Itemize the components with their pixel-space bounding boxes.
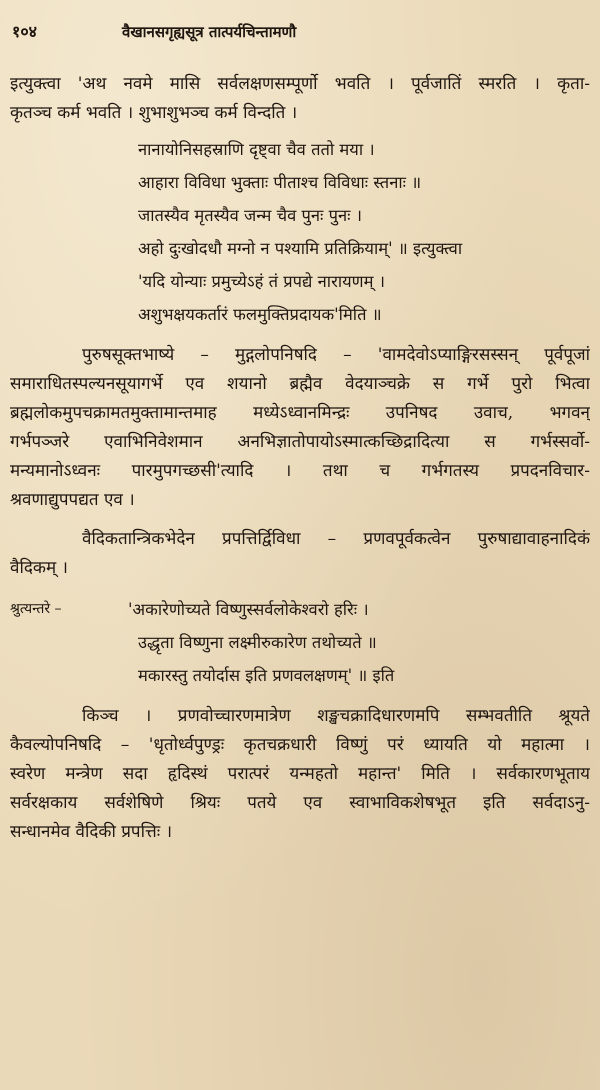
paragraph-1 — [10, 70, 590, 128]
verse-line: 'यदि योन्याः प्रमुच्येऽहं तं प्रपद्ये नारायणम् । — [138, 272, 385, 291]
verse-line: अशुभक्षयकर्तारं फलमुक्तिप्रदायक'मिति ॥ — [138, 305, 382, 324]
text-line: ब्रह्मलोकमुपचक्रामतमुक्तामान्तमाह मध्येऽध्वानमिन्द्रः उपनिषद उवाच, भगवन् — [10, 403, 590, 423]
text-line: पुरुषसूक्तभाष्ये – मुद्गलोपनिषदि – 'वामदेवोऽप्याङ्गिरसस्सन् पूर्वपूजां — [82, 345, 590, 365]
running-title: वैखानसगृह्यसूत्र तात्पर्यचिन्तामणौ — [122, 23, 297, 41]
verse-line: 'अकारेणोच्यते विष्णुस्सर्वलोकेश्वरो हरिः । — [128, 600, 369, 619]
verse-line: जातस्यैव मृतस्यैव जन्म चैव पुनः पुनः । — [138, 206, 362, 225]
text-line: सर्वरक्षकाय सर्वशेषिणे श्रियः पतये एव स्वाभाविकशेषभूत इति सर्वदाऽनु- — [10, 793, 590, 813]
text-line: कैवल्योपनिषदि – 'धृतोर्ध्वपुण्ड्रः कृतचक्रधारी विष्णुं परं ध्यायति यो महात्मा । — [10, 735, 590, 755]
paragraph-3 — [10, 525, 590, 583]
verse-line: अहो दुःखोदधौ मग्नो न पश्यामि प्रतिक्रियाम्' ॥ इत्युक्त्वा — [138, 239, 463, 258]
text-line: समाराधितस्पल्यनसूयागर्भे एव शयानो ब्रह्मैव वेदयाञ्चक्रे स गर्भे पुरो भित्वा — [10, 374, 590, 394]
verse-line: नानायोनिसहस्राणि दृष्ट्वा चैव ततो मया । — [138, 140, 375, 159]
text-line: गर्भपञ्जरे एवाभिनिवेशमान अनभिज्ञातोपायोऽस्मात्कच्छिद्रादित्या स गर्भस्सर्वो- — [10, 432, 590, 452]
text-line: वैदिकम् । — [10, 558, 68, 578]
text-line: कृतञ्च कर्म भवति । शुभाशुभञ्च कर्म विन्दति । — [10, 103, 298, 123]
labeled-verse-line — [10, 593, 590, 626]
paragraph-2 — [10, 341, 590, 515]
text-line: किञ्च । प्रणवोच्चारणमात्रेण शङ्खचक्रादिधारणमपि सम्भवतीति श्रूयते — [82, 706, 590, 726]
page-header — [10, 20, 590, 46]
paragraph-4 — [10, 702, 590, 847]
text-line: स्वरेण मन्त्रेण सदा हृदिस्थं परात्परं यन्महतो महान्त' मिति । सर्वकारणभूताय — [10, 764, 590, 784]
verse-line: मकारस्तु तयोर्दास इति प्रणवलक्षणम्' ॥ इति — [138, 666, 395, 685]
shrutyantare-label: श्रुत्यन्तरे – — [10, 601, 62, 617]
text-line: श्रवणाद्युपपद्यत एव । — [10, 490, 135, 510]
verse-block-1 — [10, 133, 590, 331]
text-line: वैदिकतान्त्रिकभेदेन प्रपत्तिर्द्विविधा – प्रणवपूर्वकत्वेन पुरुषाद्यावाहनादिकं — [82, 529, 590, 549]
verse-line: आहारा विविधा भुक्ताः पीताश्च विविधाः स्तनाः ॥ — [138, 173, 422, 192]
page-number: १०४ — [12, 22, 37, 41]
text-line: मन्यमानोऽध्वनः पारमुपगच्छसी'त्यादि । तथा च गर्भगतस्य प्रपदनविचार- — [10, 461, 590, 481]
shrutyantare-block — [10, 593, 590, 692]
verse-line: उद्धृता विष्णुना लक्ष्मीरुकारेण तथोच्यते ॥ — [138, 633, 377, 652]
text-line: इत्युक्त्वा 'अथ नवमे मासि सर्वलक्षणसम्पूर्णो भवति । पूर्वजातिं स्मरति । कृता- — [10, 74, 590, 94]
text-line: सन्धानमेव वैदिकी प्रपत्तिः । — [10, 822, 173, 842]
